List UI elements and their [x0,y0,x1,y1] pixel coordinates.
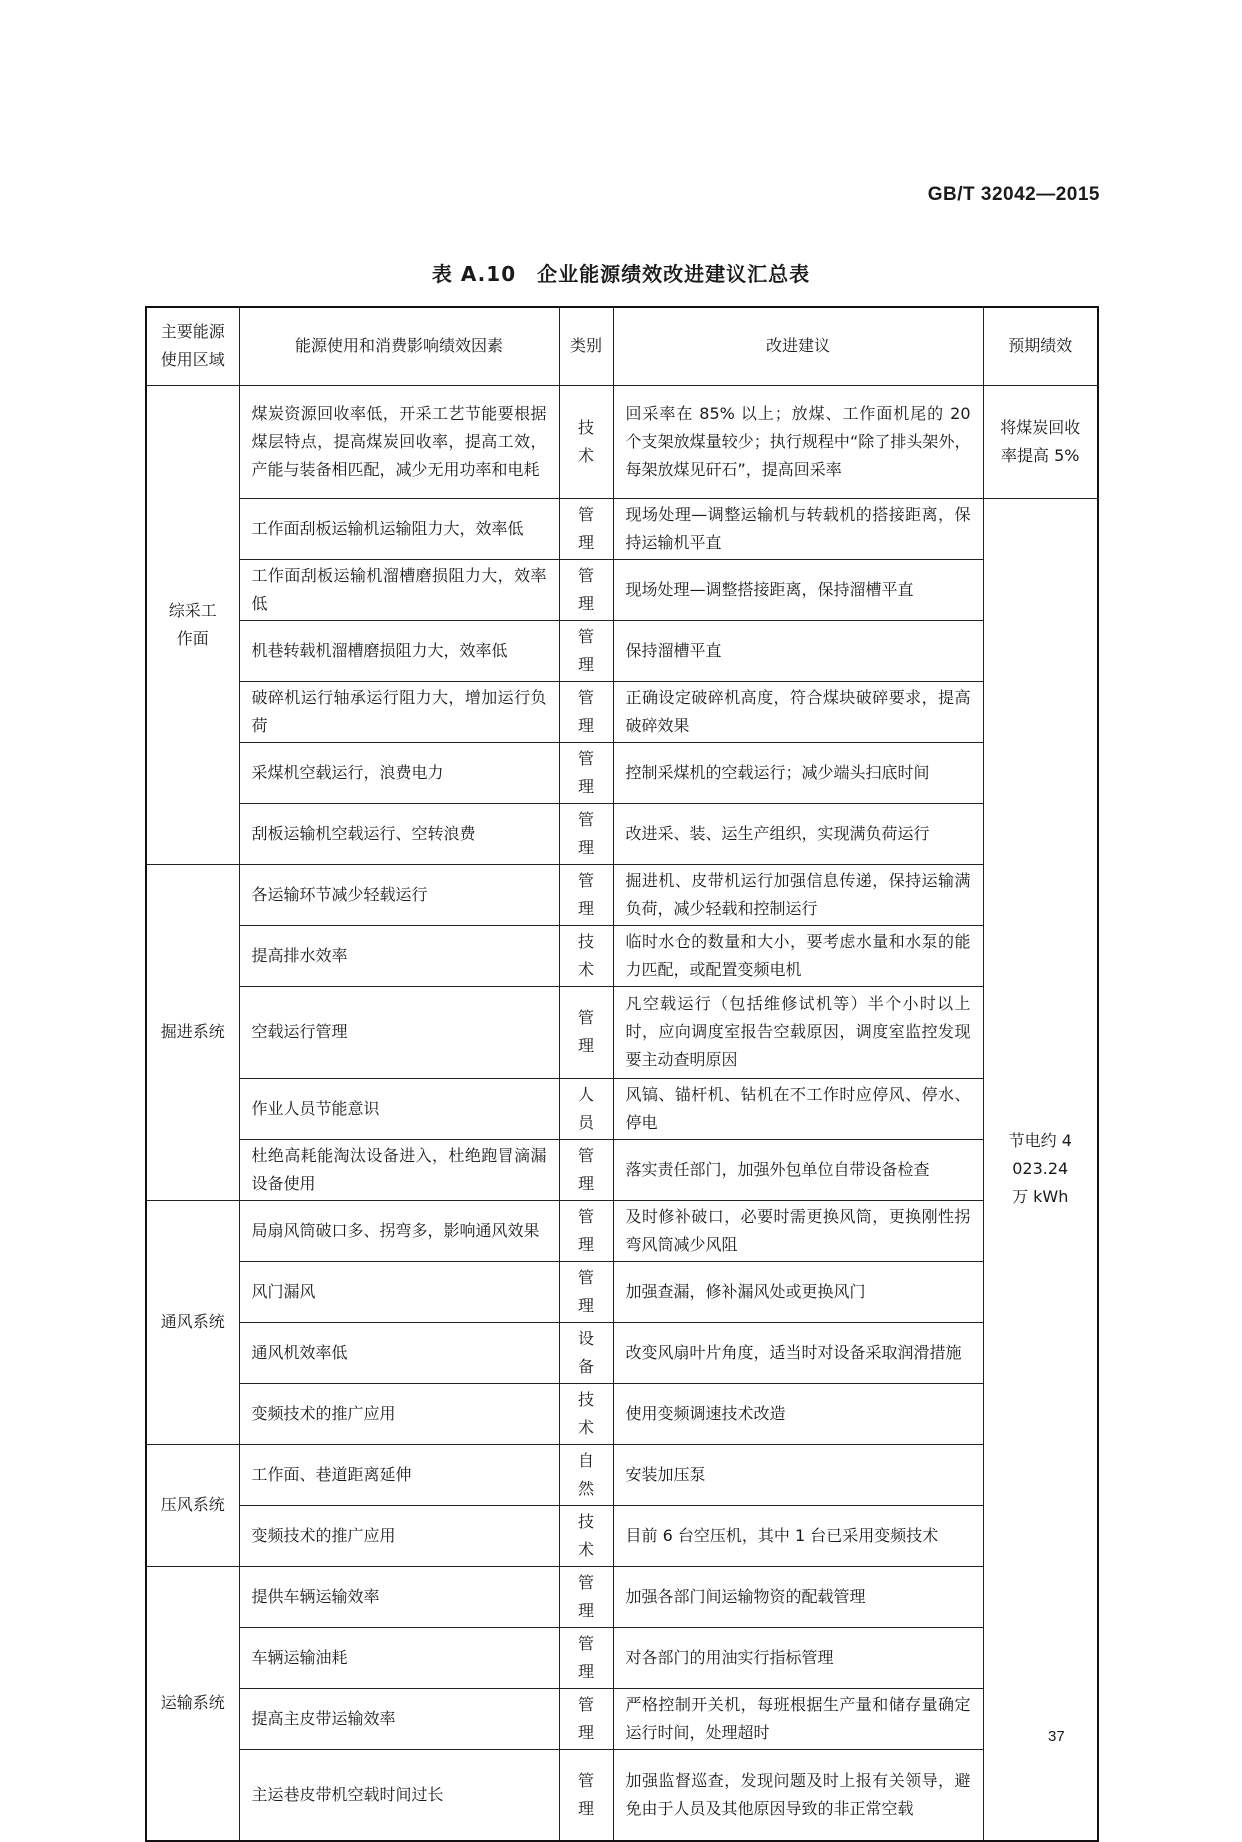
factor-cell: 工作面刮板运输机运输阻力大，效率低 [239,498,559,559]
table-row [146,1200,1098,1261]
table-row [146,385,1098,498]
category-cell: 技术 [559,1383,613,1444]
result-cell: 将煤炭回收率提高 5% [983,385,1098,498]
category-cell: 管理 [559,986,613,1078]
advice-cell: 控制采煤机的空载运行；减少端头扫底时间 [613,742,983,803]
category-cell: 管理 [559,742,613,803]
advice-cell: 保持溜槽平直 [613,620,983,681]
header-area: 主要能源使用区域 [146,307,239,385]
factor-cell: 工作面、巷道距离延伸 [239,1444,559,1505]
document-code: GB/T 32042—2015 [927,184,1100,205]
advice-cell: 凡空载运行（包括维修试机等）半个小时以上时，应向调度室报告空载原因，调度室监控发现要主动查明原因 [613,986,983,1078]
advice-cell: 改变风扇叶片角度，适当时对设备采取润滑措施 [613,1322,983,1383]
table-row [146,1139,1098,1200]
category-cell: 管理 [559,864,613,925]
category-cell: 管理 [559,1566,613,1627]
header-advice: 改进建议 [613,307,983,385]
factor-cell: 车辆运输油耗 [239,1627,559,1688]
category-cell: 自然 [559,1444,613,1505]
category-cell: 技术 [559,925,613,986]
advice-cell: 改进采、装、运生产组织，实现满负荷运行 [613,803,983,864]
factor-cell: 煤炭资源回收率低，开采工艺节能要根据煤层特点，提高煤炭回收率，提高工效，产能与装备相匹配，减少无用功率和电耗 [239,385,559,498]
header-factor: 能源使用和消费影响绩效因素 [239,307,559,385]
table-row [146,498,1098,559]
area-cell: 掘进系统 [146,864,239,1200]
area-cell: 压风系统 [146,1444,239,1566]
advice-cell: 加强各部门间运输物资的配载管理 [613,1566,983,1627]
factor-cell: 机巷转载机溜槽磨损阻力大，效率低 [239,620,559,681]
category-cell: 设备 [559,1322,613,1383]
factor-cell: 提高排水效率 [239,925,559,986]
advice-cell: 落实责任部门，加强外包单位自带设备检查 [613,1139,983,1200]
category-cell: 管理 [559,1139,613,1200]
advice-cell: 使用变频调速技术改造 [613,1383,983,1444]
table-row [146,925,1098,986]
advice-cell: 严格控制开关机，每班根据生产量和储存量确定运行时间，处理超时 [613,1688,983,1749]
energy-improvement-table [145,306,1099,1842]
factor-cell: 作业人员节能意识 [239,1078,559,1139]
factor-cell: 各运输环节减少轻载运行 [239,864,559,925]
factor-cell: 工作面刮板运输机溜槽磨损阻力大，效率低 [239,559,559,620]
area-cell: 通风系统 [146,1200,239,1444]
area-cell: 运输系统 [146,1566,239,1841]
advice-cell: 及时修补破口，必要时需更换风筒，更换刚性拐弯风筒减少风阻 [613,1200,983,1261]
table-row [146,1566,1098,1627]
category-cell: 管理 [559,559,613,620]
table-row [146,559,1098,620]
table-row [146,1627,1098,1688]
factor-cell: 风门漏风 [239,1261,559,1322]
category-cell: 技术 [559,1505,613,1566]
factor-cell: 刮板运输机空载运行、空转浪费 [239,803,559,864]
table-header-row [146,307,1098,385]
page-number: 37 [1048,1728,1065,1745]
category-cell: 管理 [559,1261,613,1322]
table-row [146,1383,1098,1444]
category-cell: 管理 [559,803,613,864]
factor-cell: 局扇风筒破口多、拐弯多，影响通风效果 [239,1200,559,1261]
advice-cell: 临时水仓的数量和大小，要考虑水量和水泵的能力匹配，或配置变频电机 [613,925,983,986]
area-cell: 综采工作面 [146,385,239,864]
category-cell: 管理 [559,1749,613,1841]
factor-cell: 通风机效率低 [239,1322,559,1383]
result-cell: 节电约 4 023.24 万 kWh [983,498,1098,1841]
advice-cell: 掘进机、皮带机运行加强信息传递，保持运输满负荷，减少轻载和控制运行 [613,864,983,925]
header-result: 预期绩效 [983,307,1098,385]
category-cell: 管理 [559,1200,613,1261]
table-title: 表 A.10 企业能源绩效改进建议汇总表 [431,262,811,286]
header-category: 类别 [559,307,613,385]
advice-cell: 加强查漏，修补漏风处或更换风门 [613,1261,983,1322]
table-row [146,1688,1098,1749]
category-cell: 人员 [559,1078,613,1139]
category-cell: 管理 [559,1627,613,1688]
category-cell: 管理 [559,1688,613,1749]
factor-cell: 空载运行管理 [239,986,559,1078]
advice-cell: 加强监督巡查，发现问题及时上报有关领导，避免由于人员及其他原因导致的非正常空载 [613,1749,983,1841]
table-row [146,803,1098,864]
factor-cell: 提高主皮带运输效率 [239,1688,559,1749]
factor-cell: 破碎机运行轴承运行阻力大，增加运行负荷 [239,681,559,742]
table-row [146,1322,1098,1383]
advice-cell: 对各部门的用油实行指标管理 [613,1627,983,1688]
category-cell: 管理 [559,620,613,681]
factor-cell: 主运巷皮带机空载时间过长 [239,1749,559,1841]
factor-cell: 采煤机空载运行，浪费电力 [239,742,559,803]
table-row [146,1078,1098,1139]
table-row [146,1505,1098,1566]
advice-cell: 目前 6 台空压机，其中 1 台已采用变频技术 [613,1505,983,1566]
category-cell: 管理 [559,498,613,559]
table-row [146,1749,1098,1841]
table-row [146,681,1098,742]
advice-cell: 回采率在 85% 以上；放煤、工作面机尾的 20 个支架放煤量较少；执行规程中“除了排头架外，每架放煤见矸石”，提高回采率 [613,385,983,498]
factor-cell: 提供车辆运输效率 [239,1566,559,1627]
factor-cell: 变频技术的推广应用 [239,1383,559,1444]
table-row [146,620,1098,681]
table-row [146,1261,1098,1322]
table-row [146,864,1098,925]
advice-cell: 正确设定破碎机高度，符合煤块破碎要求，提高破碎效果 [613,681,983,742]
advice-cell: 安装加压泵 [613,1444,983,1505]
category-cell: 技术 [559,385,613,498]
table-row [146,986,1098,1078]
advice-cell: 现场处理—调整搭接距离，保持溜槽平直 [613,559,983,620]
factor-cell: 变频技术的推广应用 [239,1505,559,1566]
advice-cell: 风镐、锚杆机、钻机在不工作时应停风、停水、停电 [613,1078,983,1139]
table-row [146,1444,1098,1505]
factor-cell: 杜绝高耗能淘汰设备进入，杜绝跑冒滴漏设备使用 [239,1139,559,1200]
advice-cell: 现场处理—调整运输机与转载机的搭接距离，保持运输机平直 [613,498,983,559]
table-row [146,742,1098,803]
category-cell: 管理 [559,681,613,742]
